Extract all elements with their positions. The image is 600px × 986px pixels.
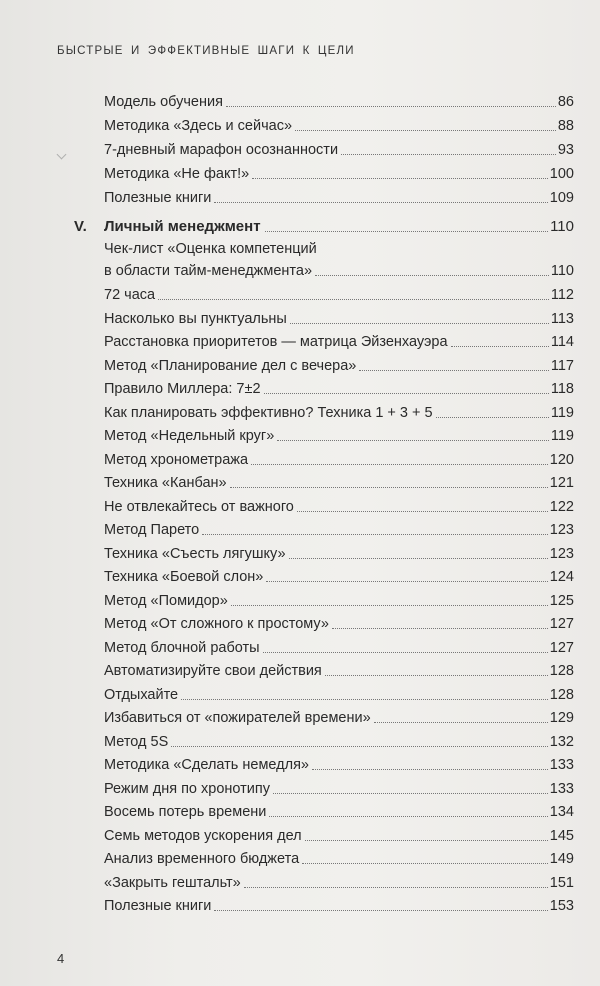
toc-entry-title: Методика «Сделать немедля» <box>104 757 309 773</box>
dot-leader <box>295 129 556 131</box>
dot-leader <box>226 105 556 107</box>
toc-entry[interactable] <box>104 423 574 445</box>
toc-entry-page: 93 <box>557 142 574 158</box>
toc-entry[interactable] <box>104 400 574 422</box>
dot-leader <box>302 862 548 864</box>
toc-entry-title: Метод 5S <box>104 734 169 750</box>
toc-entry-title: Расстановка приоритетов — матрица Эйзенхауэра <box>104 334 448 350</box>
toc-entry-page: 127 <box>549 640 574 656</box>
toc-entry[interactable] <box>104 823 574 845</box>
dot-leader <box>289 557 548 559</box>
dot-leader <box>290 322 549 324</box>
dot-leader <box>269 815 547 817</box>
toc-entry-page: 134 <box>549 804 574 820</box>
dot-leader <box>325 674 548 676</box>
toc-entry[interactable] <box>104 353 574 375</box>
toc-entry-title: Методика «Не факт!» <box>104 166 250 182</box>
toc-entry-title: Как планировать эффективно? Техника 1 + 3 + 5 <box>104 405 433 421</box>
toc-entry-title: Метод «Недельный круг» <box>104 428 275 444</box>
toc-entry-title: Полезные книги <box>104 190 212 206</box>
toc-entry-page: 113 <box>550 311 574 327</box>
toc-entry-title: Восемь потерь времени <box>104 804 267 820</box>
toc-entry[interactable] <box>104 494 574 516</box>
section-page: 110 <box>550 218 574 235</box>
toc-entry-title: «Закрыть гештальт» <box>104 875 241 891</box>
toc-entry-title: Не отвлекайтесь от важного <box>104 499 294 515</box>
toc-entry-title: Автоматизируйте свои действия <box>104 663 322 679</box>
toc-entry[interactable] <box>104 893 574 915</box>
toc-entry[interactable] <box>104 541 574 563</box>
dot-leader <box>230 486 548 488</box>
dot-leader <box>374 721 548 723</box>
dot-leader <box>451 345 549 347</box>
toc-entry-title: Техника «Канбан» <box>104 475 227 491</box>
toc-entry-title: Методика «Здесь и сейчас» <box>104 118 293 134</box>
dot-leader <box>436 416 549 418</box>
toc-entry-title: Отдыхайте <box>104 687 179 703</box>
toc-entry-page: 124 <box>549 569 574 585</box>
section-title: Личный менеджмент <box>104 218 261 235</box>
toc-entry-page: 123 <box>549 546 574 562</box>
toc-entry[interactable] <box>104 611 574 633</box>
toc-entry-page: 110 <box>550 263 574 279</box>
toc-entry-title: Метод «Помидор» <box>104 593 228 609</box>
toc-entry[interactable] <box>104 752 574 774</box>
toc-entry[interactable] <box>104 447 574 469</box>
dot-leader <box>266 580 547 582</box>
toc-entry-title: Модель обучения <box>104 94 223 110</box>
dot-leader <box>171 745 548 747</box>
dot-leader <box>231 604 548 606</box>
toc-entry[interactable] <box>104 89 574 111</box>
toc-entry-title: Режим дня по хронотипу <box>104 781 270 797</box>
toc-entry[interactable] <box>104 564 574 586</box>
dot-leader <box>341 153 556 155</box>
toc-entry[interactable] <box>104 682 574 704</box>
toc-entry[interactable] <box>104 258 574 280</box>
toc-entry-page: 149 <box>549 851 574 867</box>
toc-entry-title: Метод «Планирование дел с вечера» <box>104 358 357 374</box>
toc-entry-title: Полезные книги <box>104 898 212 914</box>
toc-entry-title: Техника «Съесть лягушку» <box>104 546 286 562</box>
toc-entry-page: 151 <box>549 875 574 891</box>
toc-entry-page: 86 <box>557 94 574 110</box>
toc-entry-title: Правило Миллера: 7±2 <box>104 381 261 397</box>
toc-entry-page: 153 <box>549 898 574 914</box>
toc-entry-title: Техника «Боевой слон» <box>104 569 264 585</box>
toc-entry-page: 129 <box>549 710 574 726</box>
toc-entry[interactable] <box>104 635 574 657</box>
toc-entry[interactable] <box>104 161 574 183</box>
toc-entry-page: 109 <box>549 190 574 206</box>
toc-entry-line[interactable] <box>104 236 574 258</box>
toc-entry[interactable] <box>104 846 574 868</box>
toc-entry-page: 127 <box>549 616 574 632</box>
toc-entry[interactable] <box>104 185 574 207</box>
toc-entry-page: 128 <box>549 663 574 679</box>
toc-entry[interactable] <box>104 282 574 304</box>
toc-entry-title: Семь методов ускорения дел <box>104 828 302 844</box>
toc-entry-title: Анализ временного бюджета <box>104 851 300 867</box>
toc-entry[interactable] <box>104 517 574 539</box>
toc-entry[interactable] <box>104 306 574 328</box>
dot-leader <box>312 768 548 770</box>
toc-entry[interactable] <box>104 470 574 492</box>
dot-leader <box>359 369 549 371</box>
section-number: V. <box>74 218 87 235</box>
toc-entry[interactable] <box>104 376 574 398</box>
toc-entry-title: в области тайм-менеджмента» <box>104 263 313 279</box>
toc-entry[interactable] <box>104 729 574 751</box>
toc-entry[interactable] <box>104 776 574 798</box>
toc-entry-title: Метод блочной работы <box>104 640 260 656</box>
toc-entry[interactable] <box>104 137 574 159</box>
dot-leader <box>277 439 549 441</box>
toc-entry-title: 72 часа <box>104 287 156 303</box>
toc-entry-page: 132 <box>549 734 574 750</box>
toc-entry[interactable] <box>104 588 574 610</box>
dot-leader <box>305 839 548 841</box>
toc-entry-page: 119 <box>550 428 574 444</box>
dot-leader <box>264 392 549 394</box>
toc-entry-page: 122 <box>549 499 574 515</box>
dot-leader <box>158 298 549 300</box>
dot-leader <box>214 909 547 911</box>
toc-entry-title: Избавиться от «пожирателей времени» <box>104 710 371 726</box>
toc-entry[interactable] <box>104 329 574 351</box>
toc-entry-title: Метод хронометража <box>104 452 249 468</box>
toc-entry[interactable] <box>104 658 574 680</box>
toc-entry-page: 120 <box>549 452 574 468</box>
toc-entry-page: 118 <box>550 381 574 397</box>
dot-leader <box>273 792 548 794</box>
toc-entry-page: 133 <box>549 781 574 797</box>
dot-leader <box>251 463 548 465</box>
toc-entry-page: 123 <box>549 522 574 538</box>
toc-entry-page: 100 <box>549 166 574 182</box>
section-heading[interactable] <box>74 214 574 236</box>
dot-leader <box>297 510 548 512</box>
toc-entry[interactable] <box>104 799 574 821</box>
toc-entry-page: 88 <box>557 118 574 134</box>
running-header: БЫСТРЫЕ И ЭФФЕКТИВНЫЕ ШАГИ К ЦЕЛИ <box>57 45 355 57</box>
dot-leader <box>315 274 549 276</box>
pencil-check-mark-icon <box>57 150 67 160</box>
toc-entry[interactable] <box>104 113 574 135</box>
dot-leader <box>181 698 548 700</box>
toc-entry-page: 128 <box>549 687 574 703</box>
toc-entry-title: Метод Парето <box>104 522 200 538</box>
page-number: 4 <box>57 951 65 966</box>
dot-leader <box>202 533 548 535</box>
toc-entry-page: 112 <box>550 287 574 303</box>
toc-entry-page: 145 <box>549 828 574 844</box>
toc-entry-page: 121 <box>549 475 574 491</box>
dot-leader <box>214 201 547 203</box>
dot-leader <box>263 651 548 653</box>
toc-entry-title: 7-дневный марафон осознанности <box>104 142 339 158</box>
toc-entry-title: Метод «От сложного к простому» <box>104 616 329 632</box>
toc-entry-page: 114 <box>550 334 574 350</box>
toc-entry-page: 119 <box>550 405 574 421</box>
toc-entry[interactable] <box>104 870 574 892</box>
toc-entry-page: 117 <box>550 358 574 374</box>
dot-leader <box>332 627 548 629</box>
toc-entry[interactable] <box>104 705 574 727</box>
toc-entry-title: Насколько вы пунктуальны <box>104 311 287 327</box>
dot-leader <box>265 230 549 232</box>
toc-entry-title: Чек-лист «Оценка компетенций <box>104 241 317 257</box>
dot-leader <box>244 886 548 888</box>
dot-leader <box>252 177 548 179</box>
toc-entry-page: 133 <box>549 757 574 773</box>
toc-entry-page: 125 <box>549 593 574 609</box>
